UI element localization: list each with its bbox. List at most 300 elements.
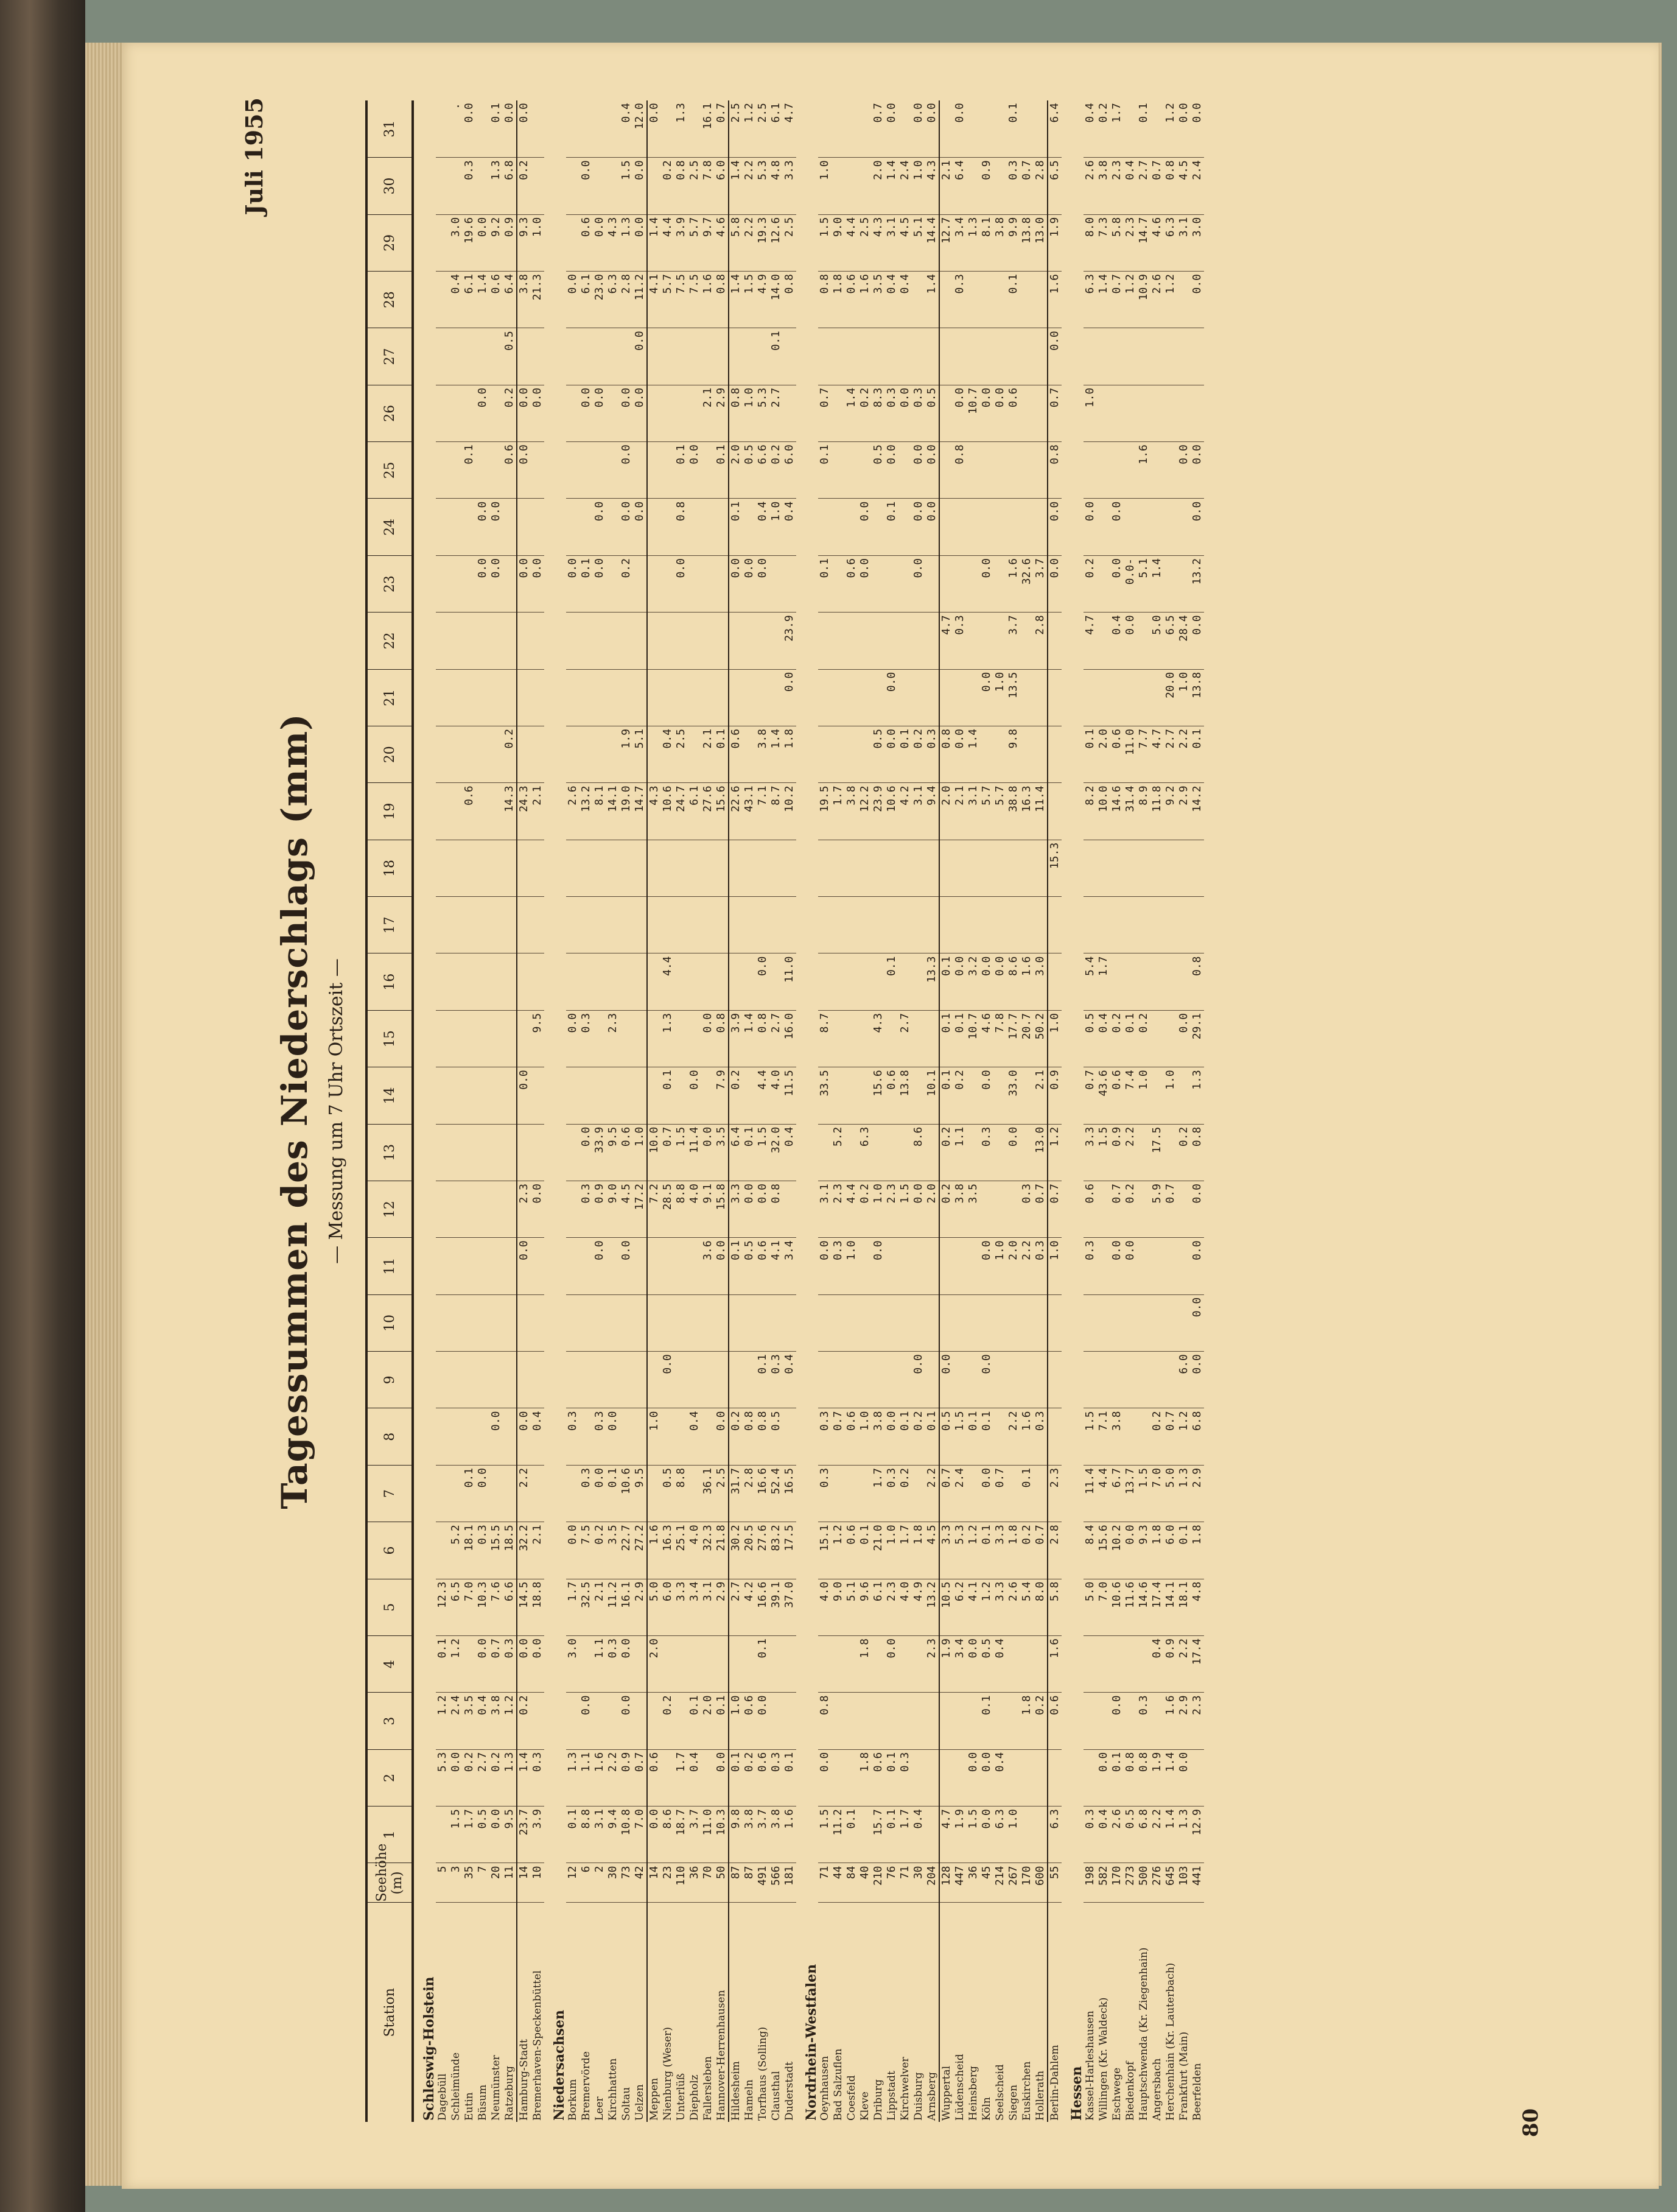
precip-cell: 0.8	[743, 1408, 756, 1465]
precip-cell	[831, 613, 845, 669]
precip-cell: 10.1	[925, 1067, 939, 1124]
precip-cell: 1.0	[1007, 1806, 1020, 1863]
station-elevation: 566	[769, 1863, 783, 1903]
precip-cell	[436, 1806, 449, 1863]
precip-cell	[858, 669, 872, 726]
precip-cell: 0.7	[872, 100, 885, 158]
precip-cell	[845, 1067, 858, 1124]
precip-cell: 2.1	[531, 1522, 544, 1579]
precip-cell	[1084, 1693, 1097, 1749]
precip-cell: 18.7	[674, 1806, 688, 1863]
precip-cell	[953, 1294, 967, 1351]
precip-cell: 11.0	[1124, 726, 1137, 783]
precip-cell: 0.3	[476, 1522, 489, 1579]
precip-cell	[769, 613, 783, 669]
precip-cell	[620, 613, 633, 669]
precip-cell: 10.7	[967, 1010, 980, 1067]
table-row	[953, 100, 967, 2122]
precip-cell: 0.1	[898, 726, 912, 783]
precip-cell: 13.8	[1191, 669, 1204, 726]
precip-cell	[701, 328, 715, 385]
precip-cell	[517, 1352, 531, 1408]
precip-cell	[872, 840, 885, 896]
precip-cell: 4.8	[1191, 1579, 1204, 1635]
precip-cell	[566, 1067, 579, 1124]
day-header: 26	[366, 385, 413, 441]
precip-cell: 1.8	[858, 1636, 872, 1693]
precip-cell	[701, 669, 715, 726]
precip-cell: 4.4	[756, 1067, 769, 1124]
precip-cell	[1007, 1181, 1020, 1238]
precip-cell	[566, 1465, 579, 1522]
precip-cell	[463, 499, 476, 555]
precip-cell	[743, 1352, 756, 1408]
precip-cell	[845, 499, 858, 555]
precip-cell: 0.1	[688, 1693, 701, 1749]
precip-cell	[566, 1294, 579, 1351]
precip-cell	[579, 328, 593, 385]
precip-cell	[566, 385, 579, 441]
precip-cell	[1034, 442, 1048, 499]
precip-cell: 0.2	[503, 726, 517, 783]
precip-cell	[729, 1636, 743, 1693]
precip-cell	[1034, 100, 1048, 158]
precip-cell	[436, 214, 449, 271]
precip-cell: 1.6	[1164, 1693, 1177, 1749]
table-row	[449, 100, 463, 2122]
precip-cell: 0.0	[579, 385, 593, 441]
precip-cell: 0.2	[858, 385, 872, 441]
precip-cell: 0.0	[939, 1352, 953, 1408]
precip-cell	[1020, 385, 1034, 441]
precip-cell: 4.4	[661, 953, 674, 1010]
precip-cell	[845, 1636, 858, 1693]
precip-cell	[967, 499, 980, 555]
precip-cell	[489, 1010, 503, 1067]
precip-cell	[489, 840, 503, 896]
precip-cell	[967, 1693, 980, 1749]
precip-cell: 1.8	[1020, 1693, 1034, 1749]
precip-cell: 2.9	[1177, 1693, 1191, 1749]
precip-cell	[912, 1636, 925, 1693]
precip-cell	[980, 272, 993, 328]
precip-cell	[463, 726, 476, 783]
precip-cell	[647, 1238, 661, 1294]
precip-cell: 16.3	[661, 1522, 674, 1579]
precip-cell: 0.6	[1048, 1693, 1062, 1749]
precip-cell: 0.2	[1084, 555, 1097, 612]
precip-cell: 32.2	[517, 1522, 531, 1579]
table-row	[925, 100, 939, 2122]
precip-cell	[463, 1408, 476, 1465]
precip-cell	[858, 1294, 872, 1351]
table-row	[701, 100, 715, 2122]
precip-cell	[831, 953, 845, 1010]
precip-cell	[1150, 1352, 1164, 1408]
precip-cell: 0.0	[1177, 100, 1191, 158]
table-row	[1007, 100, 1020, 2122]
precip-cell	[463, 1294, 476, 1351]
precip-cell: 3.7	[688, 1806, 701, 1863]
precip-cell: 0.7	[1020, 158, 1034, 214]
precip-cell: 1.4	[925, 272, 939, 328]
precip-cell	[756, 1294, 769, 1351]
precip-cell	[1164, 953, 1177, 1010]
precip-cell: 7.7	[1137, 726, 1150, 783]
precip-cell	[1164, 499, 1177, 555]
precip-cell: 0.4	[449, 272, 463, 328]
precip-cell	[912, 669, 925, 726]
precip-cell	[715, 613, 729, 669]
precip-cell: 0.2	[1177, 1124, 1191, 1181]
precip-cell: 4.6	[980, 1010, 993, 1067]
precip-cell	[845, 613, 858, 669]
precip-cell	[489, 783, 503, 840]
precip-cell	[1034, 897, 1048, 953]
precip-cell: 9.5	[503, 1806, 517, 1863]
precip-cell	[620, 953, 633, 1010]
precip-cell: 2.8	[1034, 613, 1048, 669]
precip-cell: 12.0	[633, 100, 647, 158]
precip-cell: 1.2	[980, 1579, 993, 1635]
precip-cell: 1.2	[503, 1693, 517, 1749]
station-elevation: 20	[489, 1863, 503, 1903]
precip-cell: 0.3	[818, 1408, 831, 1465]
precip-cell: 0.7	[1150, 158, 1164, 214]
precip-cell: 18.1	[1177, 1579, 1191, 1635]
station-name: Wuppertal	[939, 1903, 953, 2122]
precip-cell	[1124, 669, 1137, 726]
precip-cell: 5.1	[633, 726, 647, 783]
precip-cell	[1137, 953, 1150, 1010]
precip-cell	[1084, 328, 1097, 385]
precip-cell	[489, 328, 503, 385]
precip-cell: 11.4	[1084, 1465, 1097, 1522]
precip-cell: 0.2	[953, 1067, 967, 1124]
precip-cell	[701, 613, 715, 669]
precip-cell: 0.0	[463, 100, 476, 158]
precip-cell: 0.0	[1124, 1238, 1137, 1294]
precip-cell	[436, 1465, 449, 1522]
precip-cell: 1.0	[633, 1124, 647, 1181]
precip-cell: 2.5	[858, 214, 872, 271]
precip-cell	[980, 1181, 993, 1238]
precip-cell: 0.2	[939, 1181, 953, 1238]
precip-cell: 0.0	[993, 385, 1007, 441]
precip-cell: 0.0	[661, 1352, 674, 1408]
precip-cell	[939, 328, 953, 385]
precip-cell	[898, 1636, 912, 1693]
precip-cell: 0.0	[593, 1238, 606, 1294]
precip-cell	[449, 328, 463, 385]
station-name: Angersbach	[1151, 2058, 1163, 2121]
precip-cell: 7.4	[1124, 1067, 1137, 1124]
table-row	[1020, 100, 1034, 2122]
precip-cell: 0.1	[1191, 726, 1204, 783]
precip-cell	[925, 613, 939, 669]
precip-cell	[1164, 840, 1177, 896]
precip-cell: 11.2	[831, 1806, 845, 1863]
precip-cell	[1110, 385, 1124, 441]
table-row	[633, 100, 647, 2122]
precip-cell: 13.8	[898, 1067, 912, 1124]
day-header: 5	[366, 1579, 413, 1635]
precip-cell	[688, 1294, 701, 1351]
precip-cell: 1.0	[769, 499, 783, 555]
precip-cell	[845, 442, 858, 499]
table-row	[912, 100, 925, 2122]
precip-cell: 23.0	[593, 272, 606, 328]
precip-cell: 0.1	[939, 1010, 953, 1067]
precip-cell: 11.0	[701, 1806, 715, 1863]
precip-cell: 1.5	[743, 272, 756, 328]
precip-cell	[620, 669, 633, 726]
precip-cell	[953, 1749, 967, 1806]
precip-cell: 0.8	[674, 158, 688, 214]
precip-cell: 17.4	[1150, 1579, 1164, 1635]
precip-cell: 0.0	[620, 1238, 633, 1294]
precip-cell: 12.3	[436, 1579, 449, 1635]
precip-cell: 0.8	[953, 442, 967, 499]
precip-cell: 3.5	[463, 1693, 476, 1749]
precip-cell	[1034, 669, 1048, 726]
precip-cell: 1.8	[1191, 1522, 1204, 1579]
table-row	[1048, 100, 1062, 2122]
precip-cell: 0.0	[517, 1636, 531, 1693]
precip-cell: 1.6	[593, 1749, 606, 1806]
day-header: 10	[366, 1294, 413, 1351]
day-header: 8	[366, 1408, 413, 1465]
precip-cell	[701, 442, 715, 499]
precip-cell	[925, 840, 939, 896]
precip-cell	[606, 442, 620, 499]
precip-cell: 8.6	[1007, 953, 1020, 1010]
precip-cell: 10.2	[783, 783, 796, 840]
precip-cell: 0.5	[1084, 1010, 1097, 1067]
precip-cell: 0.0	[1110, 1238, 1124, 1294]
precip-cell	[967, 1294, 980, 1351]
precip-cell	[647, 840, 661, 896]
precip-cell: 7.6	[489, 1579, 503, 1635]
precip-cell: 0.0	[1124, 1522, 1137, 1579]
precip-cell: 0.7	[993, 1465, 1007, 1522]
precip-cell	[1034, 1806, 1048, 1863]
precip-cell	[980, 613, 993, 669]
precip-cell	[463, 669, 476, 726]
precip-cell: 18.1	[463, 1522, 476, 1579]
precip-cell	[1137, 613, 1150, 669]
precip-cell	[647, 158, 661, 214]
precip-cell: 7.3	[1097, 214, 1110, 271]
precip-cell	[647, 1010, 661, 1067]
precip-cell: 0.0	[885, 726, 898, 783]
precip-cell: 0.6	[463, 783, 476, 840]
precip-cell	[783, 1294, 796, 1351]
precip-cell	[701, 953, 715, 1010]
precip-cell	[1097, 442, 1110, 499]
precip-cell	[489, 897, 503, 953]
precip-cell: 0.0	[980, 1465, 993, 1522]
precip-cell: 0.6	[489, 272, 503, 328]
precip-cell: 2.9	[1177, 783, 1191, 840]
precip-cell	[1164, 442, 1177, 499]
precip-cell	[566, 1124, 579, 1181]
precip-cell	[953, 328, 967, 385]
precip-cell: 1.1	[579, 1749, 593, 1806]
precip-cell: 0.5	[661, 1465, 674, 1522]
precip-cell	[503, 555, 517, 612]
precip-cell: 32.5	[579, 1579, 593, 1635]
precip-cell	[1137, 840, 1150, 896]
precip-cell: 24.7	[674, 783, 688, 840]
precip-cell	[463, 613, 476, 669]
precip-cell: 1.7	[1097, 953, 1110, 1010]
precip-cell: 0.3	[579, 1010, 593, 1067]
precip-cell	[783, 555, 796, 612]
precip-cell: 1.3	[661, 1010, 674, 1067]
precip-cell	[449, 840, 463, 896]
precip-cell: 0.2	[503, 385, 517, 441]
precip-cell: 0.0	[967, 1636, 980, 1693]
precip-cell	[993, 555, 1007, 612]
precip-cell: 1.9	[953, 1806, 967, 1863]
precip-cell	[449, 442, 463, 499]
precip-cell: 0.0	[620, 1636, 633, 1693]
precip-cell	[967, 442, 980, 499]
precip-cell	[476, 1238, 489, 1294]
precip-cell	[674, 897, 688, 953]
precip-cell: 1.6	[1020, 1408, 1034, 1465]
precip-cell	[912, 953, 925, 1010]
station-elevation: 36	[967, 1863, 980, 1903]
table-row	[579, 100, 593, 2122]
precip-cell: 3.0	[1191, 214, 1204, 271]
precip-cell	[688, 840, 701, 896]
precip-cell	[463, 953, 476, 1010]
precip-cell: 0.4	[1124, 158, 1137, 214]
precip-cell	[436, 1294, 449, 1351]
precip-cell: 1.6	[858, 272, 872, 328]
precip-cell: 0.2	[1097, 100, 1110, 158]
precip-cell	[858, 953, 872, 1010]
station-name: Arnsberg	[926, 2071, 938, 2121]
precip-cell	[1177, 1181, 1191, 1238]
precip-cell: 3.5	[967, 1181, 980, 1238]
precip-cell	[1150, 840, 1164, 896]
page-sheet	[122, 43, 1659, 2189]
precip-cell	[503, 499, 517, 555]
precip-cell: 0.8	[783, 272, 796, 328]
precip-cell	[579, 953, 593, 1010]
precip-cell: 0.1	[489, 100, 503, 158]
precip-cell	[476, 1408, 489, 1465]
precip-cell: 0.2	[939, 1124, 953, 1181]
precip-cell: 13.0	[1034, 1124, 1048, 1181]
precip-cell: 9.4	[925, 783, 939, 840]
precip-cell: 4.5	[1177, 158, 1191, 214]
day-header: 14	[366, 1067, 413, 1124]
precip-cell	[1150, 953, 1164, 1010]
table-row	[489, 100, 503, 2122]
station-name: Herchenhain (Kr. Lauterbach)	[1164, 1962, 1177, 2121]
precip-cell: 10.6	[620, 1465, 633, 1522]
precip-cell: 1.5	[818, 1806, 831, 1863]
precip-cell: 6.4	[1048, 100, 1062, 158]
precip-cell: 2.0	[939, 783, 953, 840]
table-row	[1137, 100, 1150, 2122]
precip-cell: 0.5	[743, 1238, 756, 1294]
precip-cell	[993, 726, 1007, 783]
precip-cell	[898, 555, 912, 612]
station-elevation: 73	[620, 1863, 633, 1903]
precip-cell	[993, 328, 1007, 385]
precip-cell: 0.2	[1020, 1522, 1034, 1579]
table-row	[620, 100, 633, 2122]
precip-cell: 11.8	[1150, 783, 1164, 840]
precip-cell: 3.0	[566, 1636, 579, 1693]
precip-cell	[579, 1352, 593, 1408]
precip-cell: 0.0	[531, 1181, 544, 1238]
precip-cell: 0.6	[647, 1749, 661, 1806]
precip-cell	[1110, 840, 1124, 896]
precip-cell	[1007, 1693, 1020, 1749]
precip-cell	[661, 1408, 674, 1465]
station-elevation: 12	[566, 1863, 579, 1903]
precip-cell	[449, 1238, 463, 1294]
precip-cell	[818, 1352, 831, 1408]
precip-cell: 0.1	[1020, 1465, 1034, 1522]
precip-cell: 0.1	[1137, 100, 1150, 158]
day-header: 16	[366, 953, 413, 1010]
precip-cell: 0.1	[1007, 100, 1020, 158]
precip-cell	[831, 840, 845, 896]
precip-cell	[743, 726, 756, 783]
precip-cell	[729, 613, 743, 669]
precip-cell: 0.1	[1124, 1010, 1137, 1067]
precip-cell: 8.9	[1137, 783, 1150, 840]
precip-cell: 3.3	[939, 1522, 953, 1579]
precip-cell	[1084, 1294, 1097, 1351]
precip-cell	[769, 1294, 783, 1351]
precip-cell: 1.6	[647, 1522, 661, 1579]
precip-cell	[1020, 499, 1034, 555]
precip-cell: 11.2	[633, 272, 647, 328]
precip-cell	[715, 897, 729, 953]
precip-cell: 0.3	[1084, 1238, 1097, 1294]
precip-cell: 1.0	[993, 669, 1007, 726]
precip-cell: 0.0	[818, 1749, 831, 1806]
precip-cell: 2.5	[783, 214, 796, 271]
precip-cell	[967, 613, 980, 669]
table-row	[831, 100, 845, 2122]
precip-cell: 0.0	[647, 100, 661, 158]
group-heading: Schleswig-Holstein	[421, 1976, 437, 2121]
precip-cell	[1048, 669, 1062, 726]
precip-cell: 50.2	[1034, 1010, 1048, 1067]
precip-cell	[531, 953, 544, 1010]
precip-cell	[489, 1238, 503, 1294]
precip-cell	[1191, 1749, 1204, 1806]
precip-cell	[633, 1352, 647, 1408]
precip-cell: 1.2	[449, 1636, 463, 1693]
precip-cell	[489, 726, 503, 783]
precip-cell: 5.0	[1084, 1579, 1097, 1635]
precip-cell	[436, 613, 449, 669]
station-name: Dagebüll	[436, 2073, 449, 2121]
precip-cell	[1150, 385, 1164, 441]
precip-cell	[967, 1352, 980, 1408]
precip-cell	[661, 555, 674, 612]
